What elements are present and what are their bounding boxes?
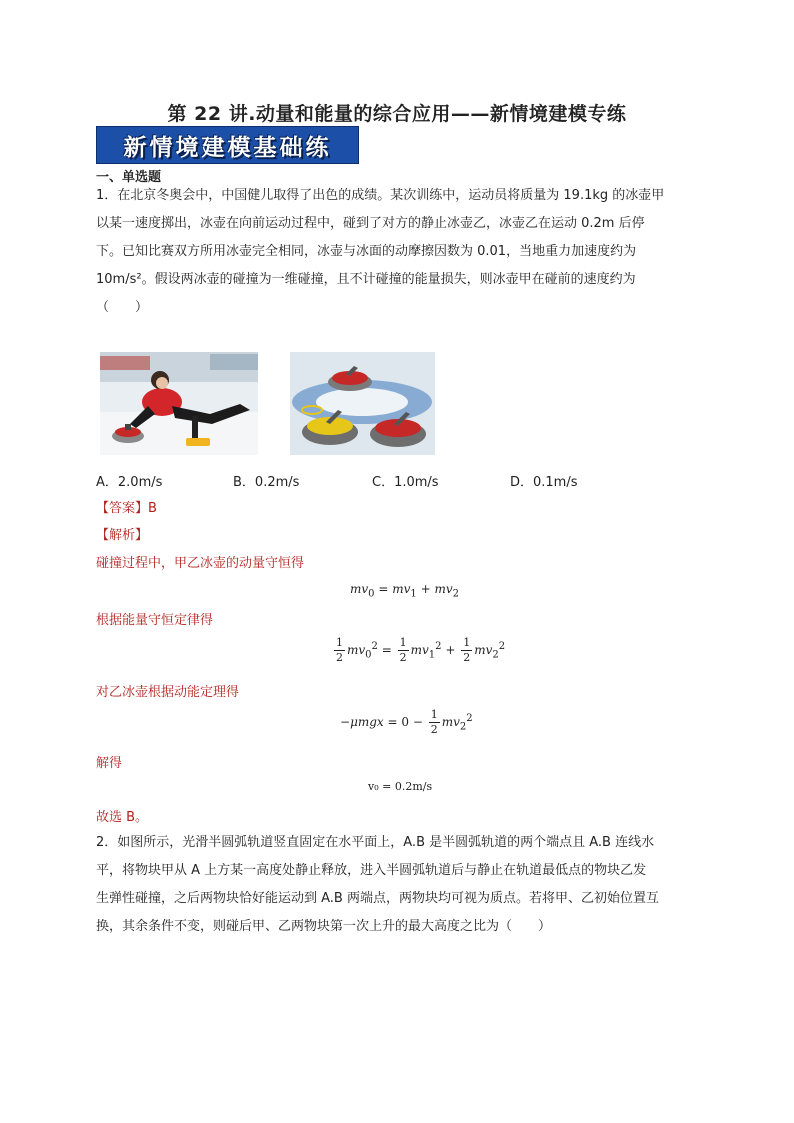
analysis-label: 【解析】	[96, 528, 149, 543]
result-equation: v₀ = 0.2m/s	[368, 780, 433, 793]
stones-photo	[290, 352, 435, 455]
question-2	[96, 829, 700, 941]
equation-momentum: $mv_0 = mv_1 + mv_2$	[350, 582, 460, 600]
conclusion: 故选 B。	[96, 810, 149, 825]
curler-photo	[100, 352, 258, 455]
section-heading: 一、单选题	[96, 170, 162, 185]
q1-line-4: 10m/s²。假设两冰壶的碰撞为一维碰撞，且不计碰撞的能量损失，则冰壶甲在碰前的速度约为	[96, 272, 636, 287]
q1-line-3: 下。已知比赛双方所用冰壶完全相同，冰壶与冰面的动摩擦因数为 0.01，当地重力加速度约为	[96, 244, 637, 259]
banner-text: 新情境建模基础练	[123, 134, 332, 161]
option-b: B．0.2m/s	[233, 475, 300, 490]
q1-line-1: 1．在北京冬奥会中，中国健儿取得了出色的成绩。某次训练中，运动员将质量为 19.1kg 的冰壶甲	[96, 188, 665, 203]
answer-label: 【答案】B	[96, 501, 157, 516]
analysis-step-2: 根据能量守恒定律得	[96, 613, 214, 628]
curler-image	[100, 352, 258, 455]
option-d: D．0.1m/s	[510, 475, 578, 490]
equation-energy: $\frac{1}{2}$ $mv_0^2$ = $\frac{1}{2}$ $mv_1^2$ + $\frac{1}{2}$ $mv_2^2$	[336, 636, 506, 664]
stones-image	[290, 352, 435, 455]
section-banner	[96, 126, 359, 164]
analysis-step-1: 碰撞过程中，甲乙冰壶的动量守恒得	[96, 556, 305, 571]
q1-line-5: （ ）	[96, 300, 149, 315]
q2-line-1: 2．如图所示，光滑半圆弧轨道竖直固定在水平面上，A.B 是半圆弧轨道的两个端点且 A.B 连线水	[96, 835, 655, 850]
option-a: A．2.0m/s	[96, 475, 163, 490]
equation-work-energy: −μmgx = 0 − $\frac{1}{2}$ $mv_2^2$	[340, 708, 473, 736]
option-c: C．1.0m/s	[372, 475, 439, 490]
analysis-step-4: 解得	[96, 756, 123, 771]
analysis-step-3: 对乙冰壶根据动能定理得	[96, 685, 240, 700]
question-1	[96, 182, 700, 322]
q2-line-4: 换，其余条件不变，则碰后甲、乙两物块第一次上升的最大高度之比为（ ）	[96, 919, 552, 934]
page-title: 第 22 讲.动量和能量的综合应用——新情境建模专练	[167, 103, 627, 125]
q1-line-2: 以某一速度掷出，冰壶在向前运动过程中，碰到了对方的静止冰壶乙，冰壶乙在运动 0.2m 后停	[96, 216, 645, 231]
q2-line-2: 平，将物块甲从 A 上方某一高度处静止释放，进入半圆弧轨道后与静止在轨道最低点的物块乙发	[96, 863, 647, 878]
q2-line-3: 生弹性碰撞，之后两物块恰好能运动到 A.B 两端点，两物块均可视为质点。若将甲、乙初始位置互	[96, 891, 659, 906]
